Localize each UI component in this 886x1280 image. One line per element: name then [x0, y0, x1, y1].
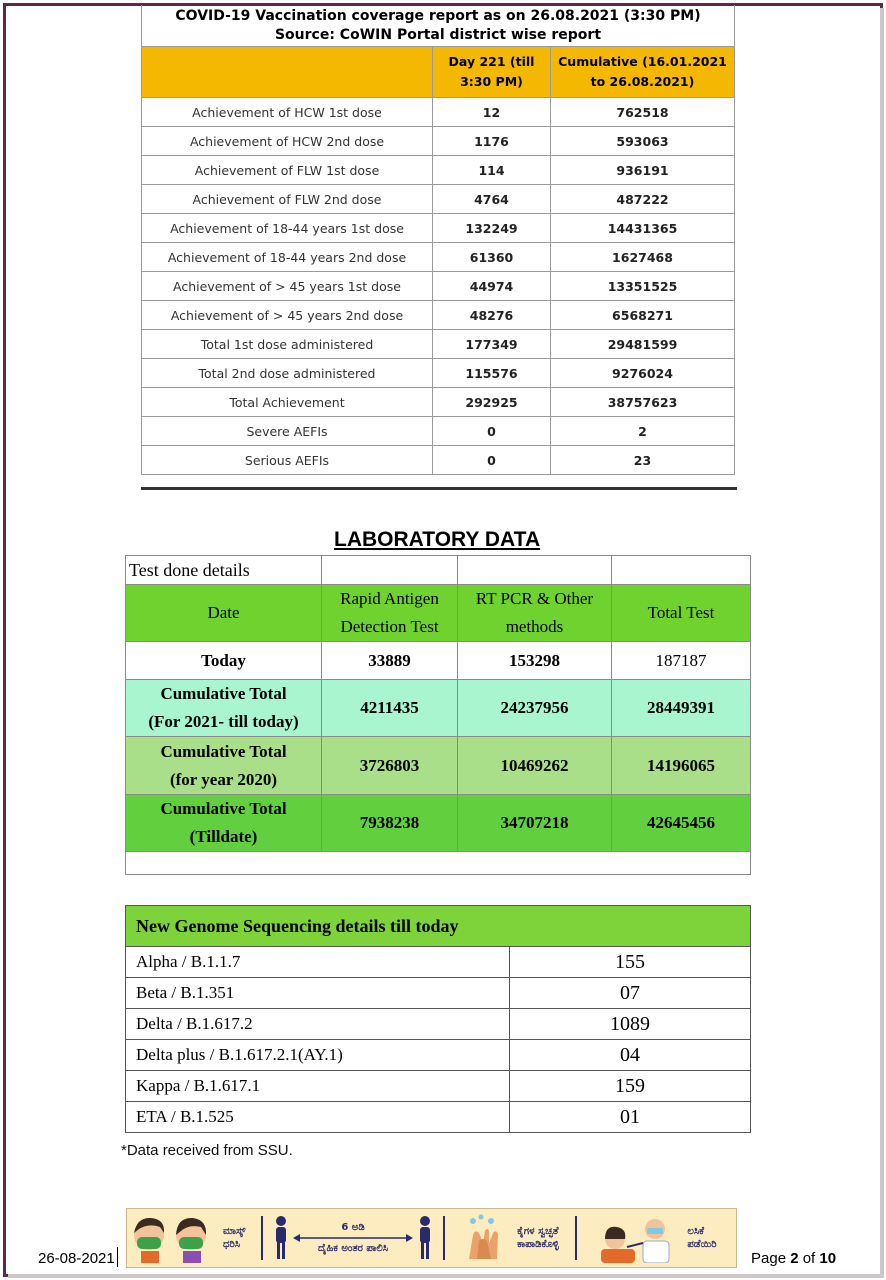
- row-label: Achievement of 18-44 years 1st dose: [142, 214, 433, 243]
- row-label: Achievement of HCW 2nd dose: [142, 127, 433, 156]
- lab-cum2021-label: [126, 680, 322, 737]
- row-day-value: 12: [433, 98, 551, 127]
- data-source-note: *Data received from SSU.: [121, 1142, 293, 1159]
- footer-date: 26-08-2021: [38, 1250, 115, 1267]
- double-arrow-icon: [293, 1234, 413, 1242]
- vaccination-header-row: [142, 47, 735, 98]
- lab-cumtill-rapid: 7938238: [322, 795, 458, 852]
- lab-cum2020-label-line1: Cumulative Total: [160, 741, 287, 761]
- banner-handwash-segment: [445, 1209, 575, 1267]
- mask-text-line1: ಮಾಸ್ಕ್: [223, 1226, 246, 1237]
- vaccination-title-line2: Source: CoWIN Portal district wise report: [274, 26, 602, 43]
- genome-header-row: [126, 906, 751, 947]
- lab-header-date: Date: [126, 585, 322, 642]
- row-label: Achievement of > 45 years 2nd dose: [142, 301, 433, 330]
- row-cum-value: 593063: [551, 127, 735, 156]
- lab-today-row: [126, 642, 751, 680]
- lab-cum2020-rapid: 3726803: [322, 737, 458, 795]
- vaccination-header-day: [433, 47, 551, 98]
- vaccine-text-line2: ಪಡೆಯಿರಿ: [687, 1239, 717, 1250]
- table-row: [142, 330, 735, 359]
- row-label: Achievement of FLW 1st dose: [142, 156, 433, 185]
- lab-cum2020-label-line2: (for year 2020): [169, 769, 277, 789]
- row-label: Total 1st dose administered: [142, 330, 433, 359]
- footer-page-number: [751, 1250, 836, 1267]
- row-cum-value: 38757623: [551, 388, 735, 417]
- genome-variant-name: Kappa / B.1.617.1: [126, 1071, 510, 1102]
- row-day-value: 114: [433, 156, 551, 185]
- row-cum-value: 936191: [551, 156, 735, 185]
- table-row: [142, 388, 735, 417]
- banner-mask-segment: [127, 1209, 261, 1267]
- distance-marker: [293, 1221, 413, 1255]
- distance-value: 6 ಅಡಿ: [341, 1222, 365, 1233]
- lab-cumtill-label-line2: (Tilldate): [189, 827, 258, 846]
- header-day-line1: Day 221 (till: [448, 54, 535, 69]
- row-cum-value: 14431365: [551, 214, 735, 243]
- genome-variant-name: Alpha / B.1.1.7: [126, 947, 510, 978]
- row-label: Serious AEFIs: [142, 446, 433, 475]
- covid-behaviour-banner: [126, 1208, 737, 1268]
- handwash-icon: [461, 1213, 511, 1263]
- lab-cum2020-total: 14196065: [612, 737, 751, 795]
- row-cum-value: 29481599: [551, 330, 735, 359]
- genome-variant-count: 01: [510, 1102, 751, 1133]
- lab-header-total: Total Test: [612, 585, 751, 642]
- row-day-value: 4764: [433, 185, 551, 214]
- header-day-line2: 3:30 PM): [460, 74, 523, 89]
- row-day-value: 44974: [433, 272, 551, 301]
- table-row: [142, 127, 735, 156]
- page-total: 10: [819, 1250, 837, 1267]
- vaccination-table-bottom-rule: [141, 487, 737, 490]
- page-shadow-bottom: [8, 1274, 884, 1278]
- table-row: [126, 1009, 751, 1040]
- table-row: [142, 185, 735, 214]
- lab-empty-cell: [322, 556, 458, 585]
- lab-cum2021-label-line1: Cumulative Total: [160, 684, 287, 703]
- lab-spacer-cell: [126, 852, 751, 875]
- lab-cum2020-label: [126, 737, 322, 795]
- lab-cum2021-total: 28449391: [612, 680, 751, 737]
- table-row: [142, 272, 735, 301]
- vaccination-title-line1: COVID-19 Vaccination coverage report as on 26.08.2021 (3:30 PM): [175, 7, 701, 24]
- row-day-value: 1176: [433, 127, 551, 156]
- genome-table: [125, 905, 751, 1133]
- table-row: [142, 446, 735, 475]
- genome-title: New Genome Sequencing details till today: [126, 906, 751, 947]
- lab-cumulative-2020-row: [126, 737, 751, 795]
- lab-header-rapid-line2: Detection Test: [340, 617, 439, 636]
- row-cum-value: 6568271: [551, 301, 735, 330]
- row-day-value: 132249: [433, 214, 551, 243]
- table-row: [126, 1102, 751, 1133]
- handwash-text-line2: ಕಾಪಾಡಿಕೊಳ್ಳಿ: [517, 1239, 559, 1250]
- row-cum-value: 13351525: [551, 272, 735, 301]
- table-row: [126, 947, 751, 978]
- header-cum-line2: to 26.08.2021): [590, 74, 695, 89]
- header-cum-line1: Cumulative (16.01.2021: [558, 54, 727, 69]
- lab-cumtill-total: 42645456: [612, 795, 751, 852]
- lab-cum2021-rapid: 4211435: [322, 680, 458, 737]
- footer-date-separator: [117, 1247, 118, 1267]
- lab-today-label: Today: [126, 642, 322, 680]
- mask-text-line2: ಧರಿಸಿ: [223, 1239, 241, 1250]
- person-right-icon: [417, 1215, 433, 1261]
- page-of: of: [798, 1250, 820, 1267]
- genome-variant-count: 04: [510, 1040, 751, 1071]
- table-row: [142, 301, 735, 330]
- lab-empty-cell: [612, 556, 751, 585]
- lab-today-total: 187187: [612, 642, 751, 680]
- person-left-icon: [273, 1215, 289, 1261]
- row-label: Severe AEFIs: [142, 417, 433, 446]
- row-day-value: 0: [433, 417, 551, 446]
- lab-header-rtpcr-line1: RT PCR & Other: [475, 589, 594, 608]
- lab-cum2021-rtpcr: 24237956: [458, 680, 612, 737]
- lab-cumulative-tilldate-row: [126, 795, 751, 852]
- row-label: Achievement of 18-44 years 2nd dose: [142, 243, 433, 272]
- table-row: [142, 243, 735, 272]
- genome-variant-count: 155: [510, 947, 751, 978]
- table-row: [142, 98, 735, 127]
- genome-variant-count: 159: [510, 1071, 751, 1102]
- vaccination-title: [142, 5, 735, 47]
- row-day-value: 0: [433, 446, 551, 475]
- vaccination-icon: [595, 1213, 681, 1263]
- banner-distance-segment: [263, 1209, 443, 1267]
- lab-header-row: [126, 585, 751, 642]
- table-row: [142, 359, 735, 388]
- row-label: Total Achievement: [142, 388, 433, 417]
- row-day-value: 48276: [433, 301, 551, 330]
- table-row: [126, 978, 751, 1009]
- row-label: Achievement of HCW 1st dose: [142, 98, 433, 127]
- row-cum-value: 762518: [551, 98, 735, 127]
- vaccination-table: [141, 5, 735, 475]
- row-cum-value: 2: [551, 417, 735, 446]
- genome-variant-name: ETA / B.1.525: [126, 1102, 510, 1133]
- lab-cum2020-rtpcr: 10469262: [458, 737, 612, 795]
- row-label: Total 2nd dose administered: [142, 359, 433, 388]
- row-cum-value: 23: [551, 446, 735, 475]
- lab-test-done-label: Test done details: [126, 556, 322, 585]
- lab-cumtill-label: [126, 795, 322, 852]
- vaccine-text: [687, 1225, 716, 1251]
- lab-header-rtpcr: [458, 585, 612, 642]
- lab-header-rapid-line1: Rapid Antigen: [340, 589, 439, 608]
- row-day-value: 61360: [433, 243, 551, 272]
- page-shadow-right: [880, 8, 884, 1276]
- distance-text: ದೈಹಿಕ ಅಂತರ ಪಾಲಿಸಿ: [317, 1243, 389, 1254]
- row-label: Achievement of FLW 2nd dose: [142, 185, 433, 214]
- lab-test-done-row: [126, 556, 751, 585]
- table-row: [126, 1071, 751, 1102]
- genome-variant-name: Delta / B.1.617.2: [126, 1009, 510, 1040]
- vaccine-text-line1: ಲಸಿಕೆ: [687, 1226, 705, 1237]
- lab-today-rapid: 33889: [322, 642, 458, 680]
- lab-cumtill-rtpcr: 34707218: [458, 795, 612, 852]
- row-cum-value: 487222: [551, 185, 735, 214]
- genome-variant-count: 1089: [510, 1009, 751, 1040]
- row-day-value: 177349: [433, 330, 551, 359]
- laboratory-section-title: LABORATORY DATA: [334, 528, 541, 551]
- page-prefix: Page: [751, 1250, 791, 1267]
- genome-variant-count: 07: [510, 978, 751, 1009]
- row-cum-value: 9276024: [551, 359, 735, 388]
- lab-spacer-row: [126, 852, 751, 875]
- page-current: 2: [790, 1250, 799, 1267]
- table-row: [142, 156, 735, 185]
- handwash-text-line1: ಕೈಗಳ ಸ್ವಚ್ಛತೆ: [517, 1226, 559, 1237]
- lab-cumulative-2021-row: [126, 680, 751, 737]
- mask-text: [223, 1225, 246, 1251]
- laboratory-table: [125, 555, 751, 875]
- genome-variant-name: Beta / B.1.351: [126, 978, 510, 1009]
- vaccination-header-blank: [142, 47, 433, 98]
- lab-empty-cell: [458, 556, 612, 585]
- banner-vaccine-segment: [577, 1209, 735, 1267]
- table-row: [142, 417, 735, 446]
- row-day-value: 292925: [433, 388, 551, 417]
- genome-variant-name: Delta plus / B.1.617.2.1(AY.1): [126, 1040, 510, 1071]
- mask-faces-icon: [127, 1213, 219, 1263]
- table-row: [142, 214, 735, 243]
- lab-header-rtpcr-line2: methods: [505, 617, 564, 636]
- lab-header-rapid: [322, 585, 458, 642]
- lab-today-rtpcr: 153298: [458, 642, 612, 680]
- lab-cumtill-label-line1: Cumulative Total: [160, 799, 287, 818]
- vaccination-header-cumulative: [551, 47, 735, 98]
- lab-cum2021-label-line2: (For 2021- till today): [148, 712, 299, 731]
- table-row: [126, 1040, 751, 1071]
- row-label: Achievement of > 45 years 1st dose: [142, 272, 433, 301]
- handwash-text: [517, 1225, 559, 1251]
- row-day-value: 115576: [433, 359, 551, 388]
- row-cum-value: 1627468: [551, 243, 735, 272]
